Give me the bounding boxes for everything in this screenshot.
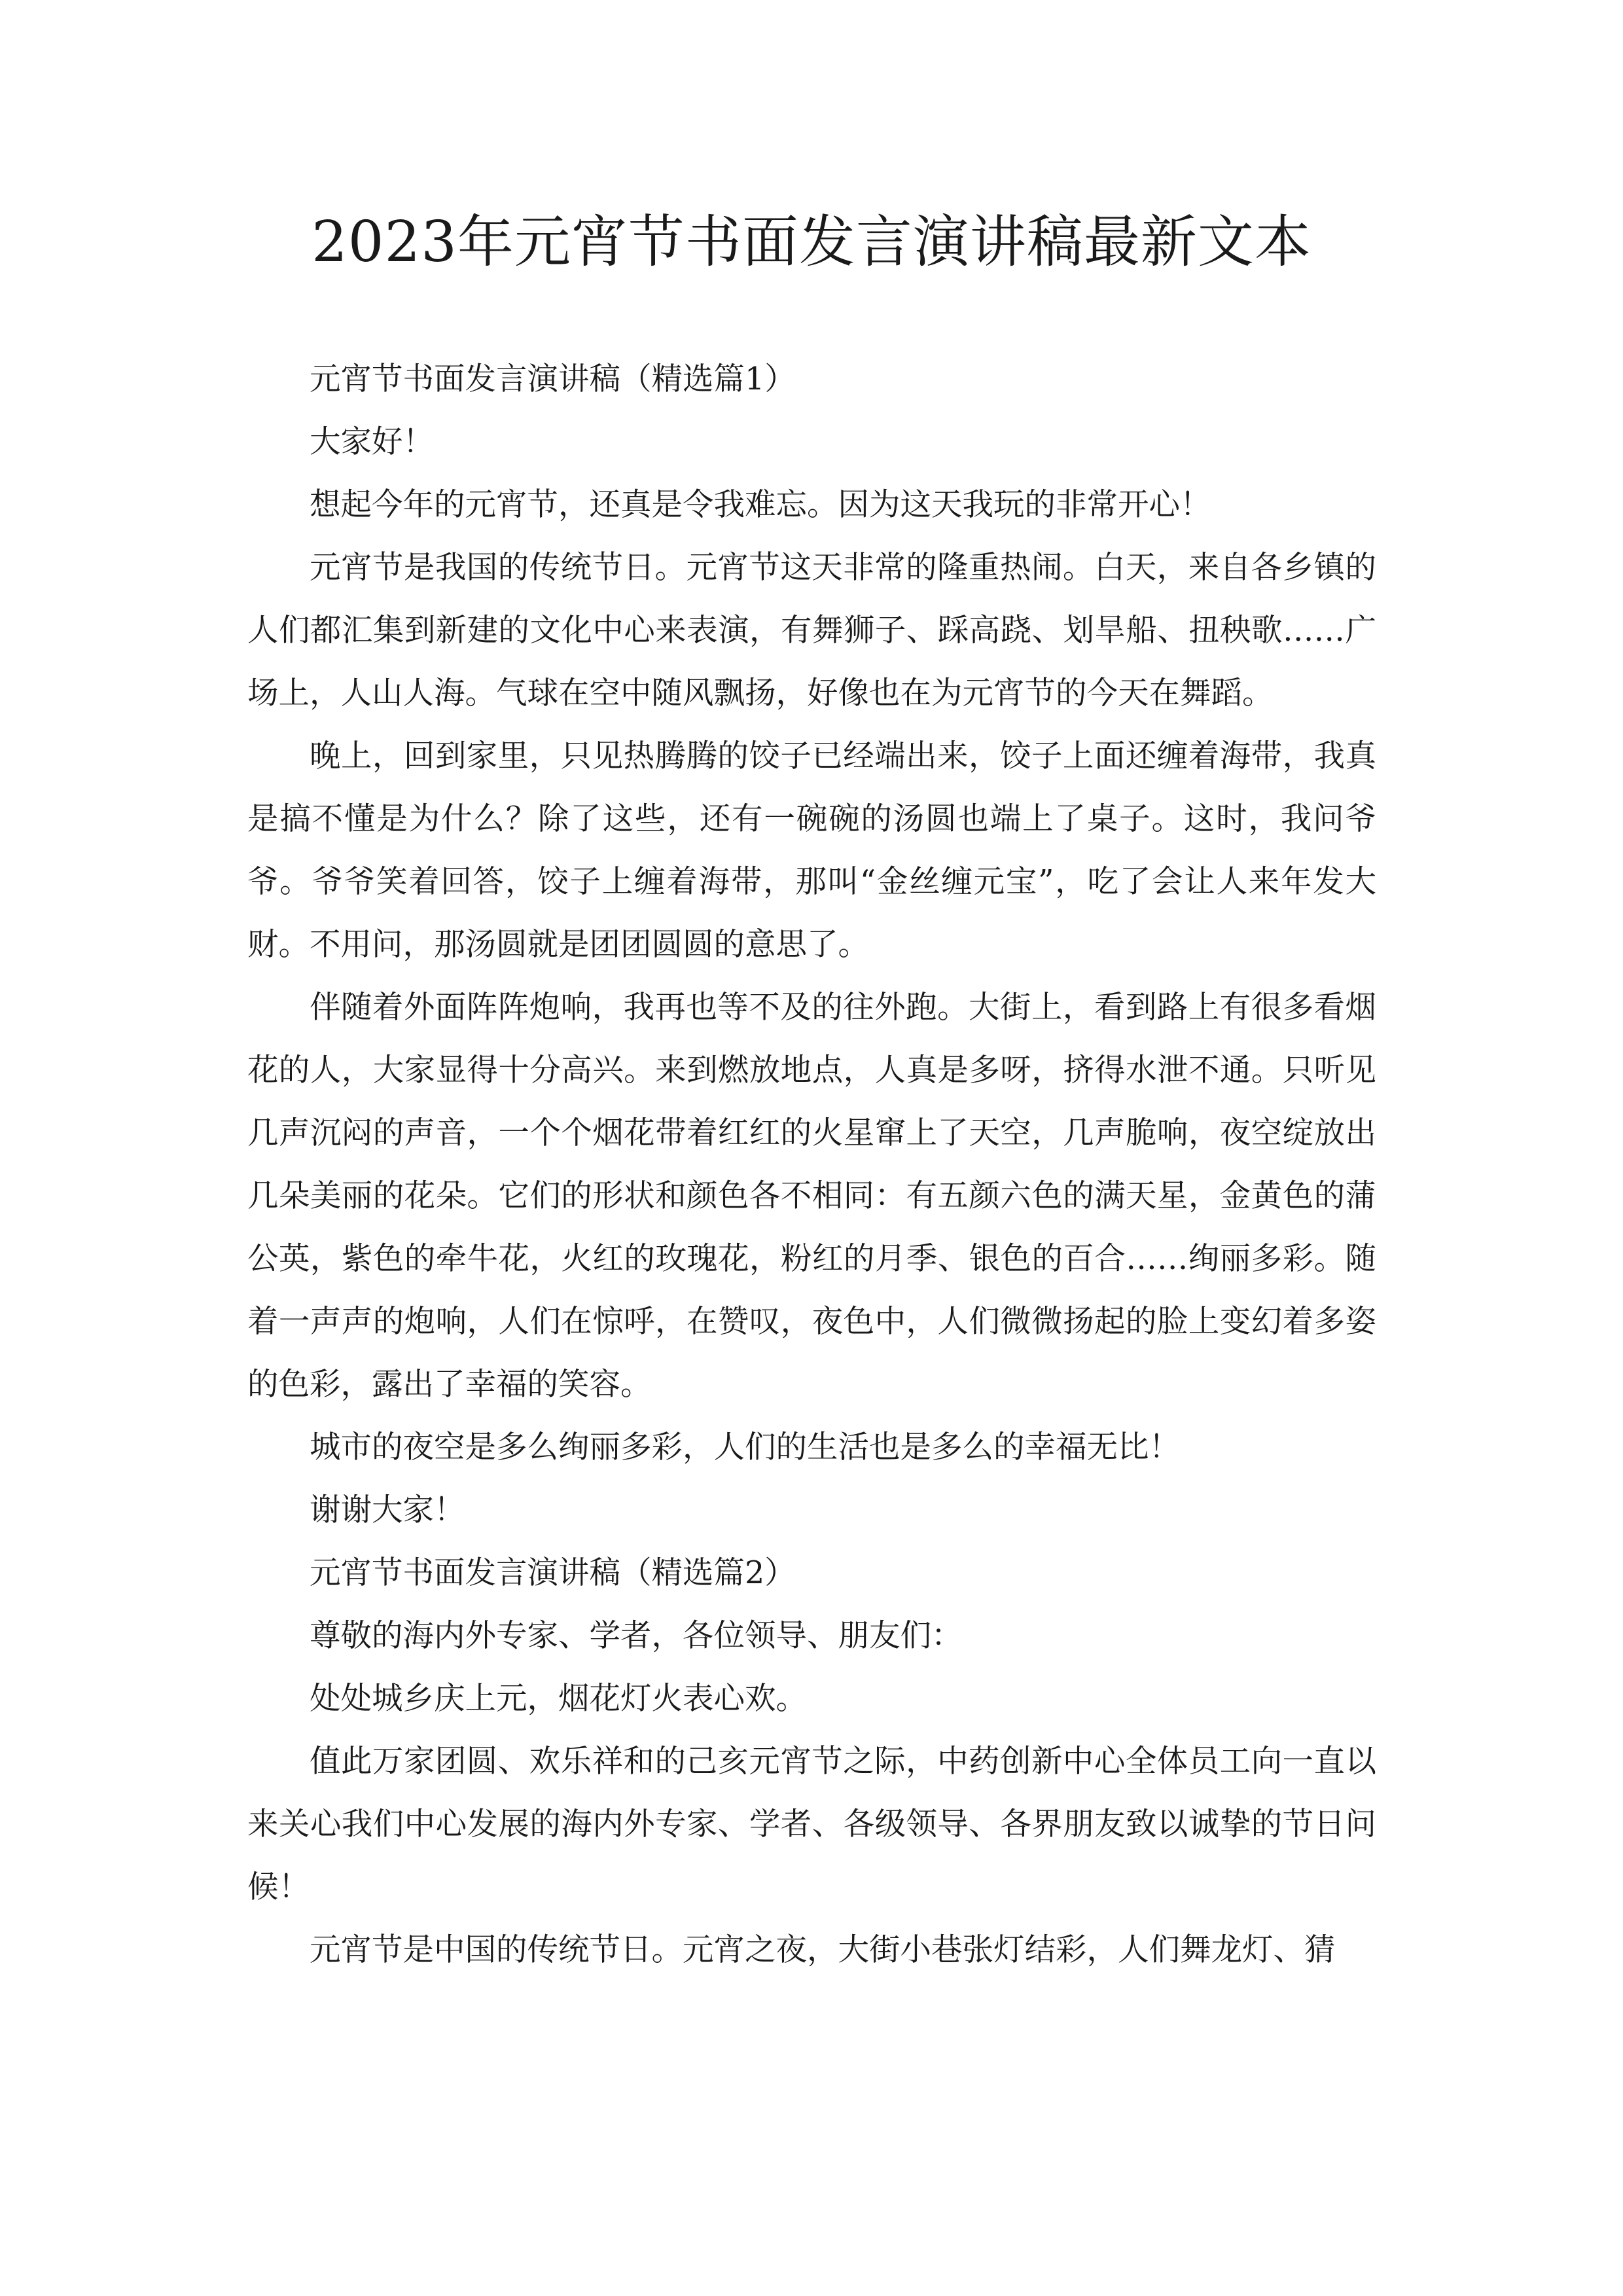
- paragraph: 谢谢大家！: [310, 1492, 465, 1528]
- paragraph: 处处城乡庆上元，烟花灯火表心欢。: [310, 1681, 807, 1717]
- paragraph: 伴随着外面阵阵炮响，我再也等不及的往外跑。大街上，看到路上有很多看烟花的人，大家显得十分高兴。来到燃放地点，人真是多呀，挤得水泄不通。只听见几声沉闷的声音，一个个烟花带着红红的火星窜上了天空，几声脆响，夜空绽放出几朵美丽的花朵。它们的形状和颜色各不相同：有五颜六色的满天星，金黄色的蒲公英，紫色的牵牛花，火红的玫瑰花，粉红的月季、银色的百合……绚丽多彩。随着一声声的炮响，人们在惊呼，在赞叹，夜色中，人们微微扬起的脸上变幻着多姿的色彩，露出了幸福的笑容。: [247, 990, 1376, 1403]
- paragraph: 晚上，回到家里，只见热腾腾的饺子已经端出来，饺子上面还缠着海带，我真是搞不懂是为什么？除了这些，还有一碗碗的汤圆也端上了桌子。这时，我问爷爷。爷爷笑着回答，饺子上缠着海带，那叫“金丝缠元宝”，吃了会让人来年发大财。不用问，那汤圆就是团团圆圆的意思了。: [247, 738, 1376, 963]
- paragraph: 元宵节是我国的传统节日。元宵节这天非常的隆重热闹。白天，来自各乡镇的人们都汇集到新建的文化中心来表演，有舞狮子、踩高跷、划旱船、扭秧歌……广场上，人山人海。气球在空中随风飘扬，好像也在为元宵节的今天在舞蹈。: [247, 550, 1376, 711]
- paragraph: 大家好！: [310, 424, 434, 460]
- paragraph: 城市的夜空是多么绚丽多彩，人们的生活也是多么的幸福无比！: [310, 1429, 1180, 1465]
- paragraph: 想起今年的元宵节，还真是令我难忘。因为这天我玩的非常开心！: [310, 487, 1211, 523]
- heading-section-1: 元宵节书面发言演讲稿（精选篇1）: [310, 361, 796, 397]
- document-title: 2023年元宵节书面发言演讲稿最新文本: [312, 209, 1311, 275]
- document-body: [247, 348, 1376, 1982]
- paragraph: 值此万家团圆、欢乐祥和的己亥元宵节之际，中药创新中心全体员工向一直以来关心我们中心发展的海内外专家、学者、各级领导、各界朋友致以诚挚的节日问候！: [247, 1744, 1376, 1905]
- paragraph: 元宵节是中国的传统节日。元宵之夜，大街小巷张灯结彩，人们舞龙灯、猜: [310, 1932, 1336, 1968]
- heading-section-2: 元宵节书面发言演讲稿（精选篇2）: [310, 1555, 796, 1591]
- paragraph: 尊敬的海内外专家、学者，各位领导、朋友们：: [310, 1618, 963, 1654]
